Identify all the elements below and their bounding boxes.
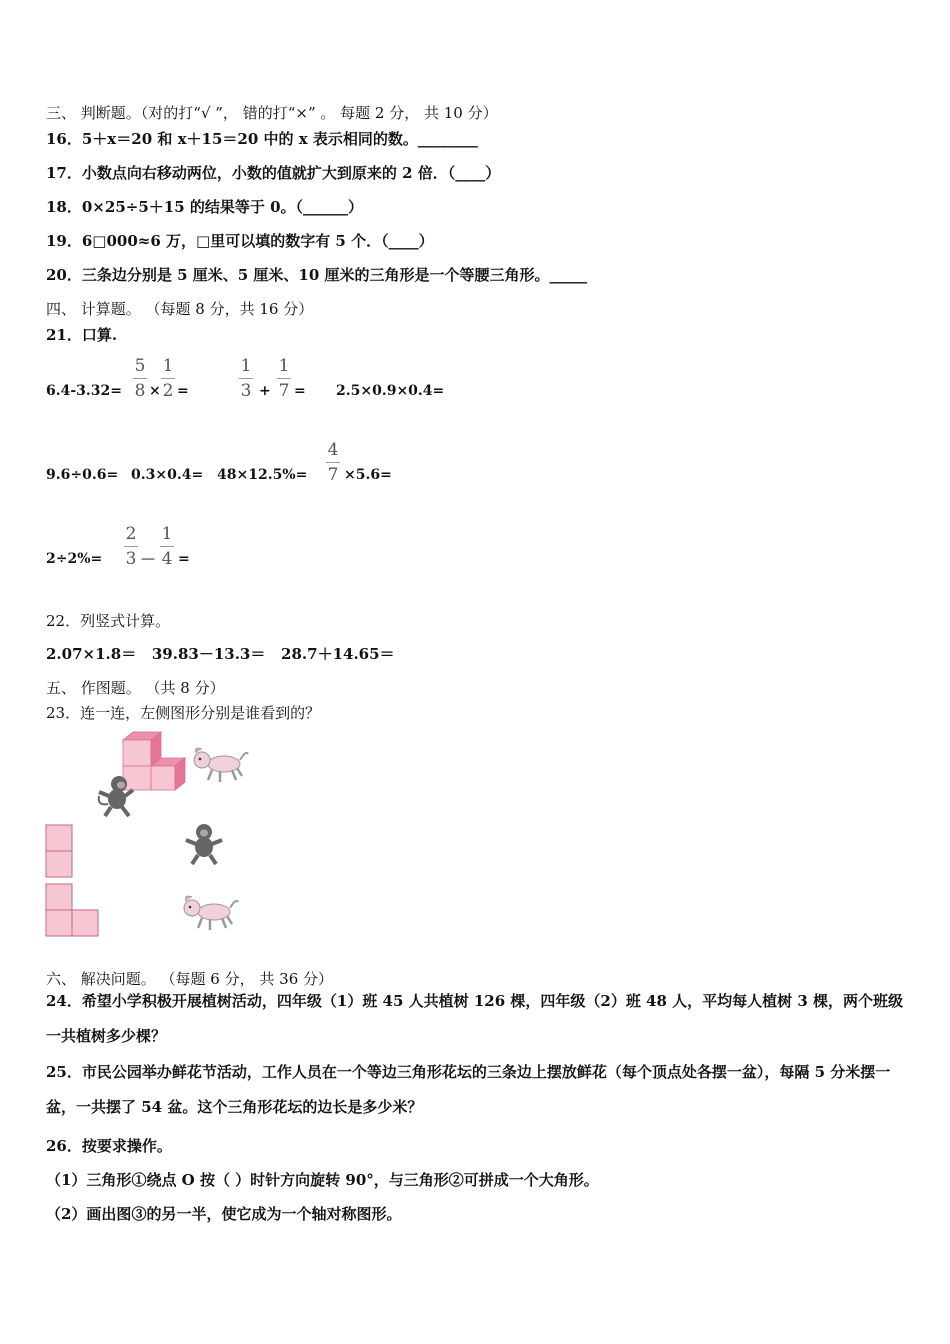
fraction: [239, 355, 253, 402]
calc-expression: ×5.6=: [344, 467, 392, 483]
question-26-part-1: （1）三角形①绕点 O 按（ ）时针方向旋转 90°，与三角形②可拼成一个大角形。: [46, 1171, 599, 1189]
question-19: 19．6□000≈6 万，□里可以填的数字有 5 个．（____）: [46, 232, 434, 250]
question-26-label: 26．按要求操作。: [46, 1137, 172, 1155]
calc-expression: 48×12.5%=: [217, 467, 308, 483]
equals-sign: =: [178, 551, 190, 567]
denominator: 2: [162, 381, 174, 401]
section-5-title: 五、 作图题。 （共 8 分）: [46, 679, 225, 697]
calc-expression: 9.6÷0.6=: [46, 467, 119, 483]
question-17: 17．小数点向右移动两位，小数的值就扩大到原来的 2 倍．（____）: [46, 164, 501, 182]
question-25: 25．市民公园举办鲜花节活动，工作人员在一个等边三角形花坛的三条边上摆放鲜花（每个顶点处各摆一盆），每隔 5 分米摆一盆，一共摆了 54 盆。这个三角形花坛的边长是多少米？: [46, 1063, 891, 1116]
calc-expression: 6.4-3.32=: [46, 383, 122, 399]
section-6-title: 六、 解决问题。 （每题 6 分， 共 36 分）: [46, 970, 334, 988]
calc-expression: 0.3×0.4=: [131, 467, 204, 483]
monkey-icon: [93, 774, 139, 820]
question-16: 16．5＋x＝20 和 x＋15＝20 中的 x 表示相同的数。________: [46, 130, 478, 148]
fraction: [277, 355, 291, 402]
question-22-expressions: 2.07×1.8＝ 39.83－13.3＝ 28.7＋14.65＝: [46, 645, 395, 663]
monkey-icon: [182, 822, 228, 868]
calc-expression: 2÷2%=: [46, 551, 103, 567]
numerator: 1: [240, 356, 252, 376]
denominator: 7: [327, 465, 339, 485]
denominator: 8: [134, 381, 146, 401]
numerator: 1: [162, 356, 174, 376]
numerator: 2: [125, 524, 137, 544]
question-22-label: 22．列竖式计算。: [46, 612, 171, 630]
denominator: 3: [125, 549, 137, 569]
dog-icon: [180, 892, 240, 936]
dog-icon: [190, 744, 250, 788]
denominator: 4: [161, 549, 173, 569]
operator: ×: [149, 383, 161, 399]
question-21-label: 21．口算.: [46, 326, 118, 344]
question-18: 18．0×25÷5＋15 的结果等于 0。（______）: [46, 198, 364, 216]
numerator: 1: [161, 524, 173, 544]
numerator: 5: [134, 356, 146, 376]
numerator: 4: [327, 440, 339, 460]
equals-sign: =: [177, 383, 189, 399]
section-3-title: 三、 判断题。（对的打“√ ”， 错的打“×” 。 每题 2 分， 共 10 分）: [46, 104, 498, 122]
calc-expression: 2.5×0.9×0.4=: [336, 383, 445, 399]
operator: +: [259, 383, 271, 399]
denominator: 3: [240, 381, 252, 401]
fraction: [160, 523, 174, 570]
question-26-part-2: （2）画出图③的另一半，使它成为一个轴对称图形。: [46, 1205, 402, 1223]
equals-sign: =: [294, 383, 306, 399]
section-4-title: 四、 计算题。 （每题 8 分，共 16 分）: [46, 300, 314, 318]
fraction: [161, 355, 175, 402]
square-view-image: [45, 824, 73, 878]
question-20: 20．三条边分别是 5 厘米、5 厘米、10 厘米的三角形是一个等腰三角形。_____: [46, 266, 588, 284]
fraction: [124, 523, 138, 570]
question-24: 24．希望小学积极开展植树活动，四年级（1）班 45 人共植树 126 棵，四年级（2）班 48 人，平均每人植树 3 棵，两个班级一共植树多少棵？: [46, 992, 904, 1045]
question-23: 23．连一连，左侧图形分别是谁看到的？: [46, 704, 321, 722]
operator: —: [141, 551, 155, 567]
denominator: 7: [278, 381, 290, 401]
fraction: [133, 355, 147, 402]
fraction: [326, 439, 340, 486]
l-shape-view-image: [45, 883, 99, 937]
numerator: 1: [278, 356, 290, 376]
